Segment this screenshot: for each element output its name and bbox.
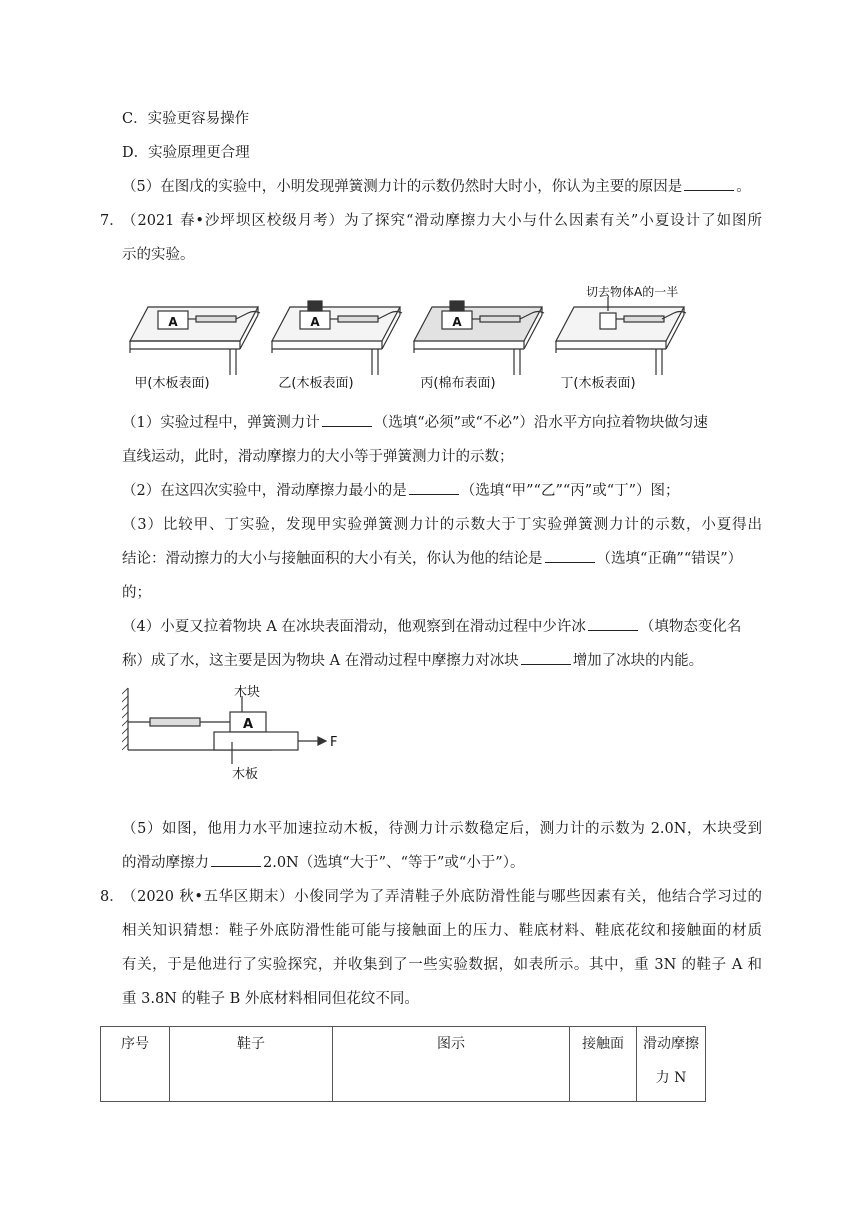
wood-board-label: 木板 [232, 767, 259, 782]
wood-block-label: 木块 [234, 685, 261, 700]
option-d: D．实验原理更合理 [122, 145, 250, 161]
caption-bing: 丙(棉布表面) [420, 376, 496, 391]
table-header-cell: 接触面 [570, 1027, 637, 1102]
answer-blank [322, 412, 372, 427]
q7-part2 [122, 480, 680, 502]
caption-yi: 乙(木板表面) [278, 376, 354, 391]
q7-part1-post: （选填“必须”或“不必”）沿水平方向拉着物块做匀速 [373, 415, 708, 431]
option-c: C．实验更容易操作 [122, 111, 250, 127]
table-header-cell: 图示 [333, 1027, 570, 1102]
q7-part2-post: （选填“甲”“乙”“丙”或“丁”）图； [460, 483, 680, 499]
q7-part3-line1: （3）比较甲、丁实验，发现甲实验弹簧测力计的示数大于丁实验弹簧测力计的示数，小夏得出 [122, 517, 762, 533]
block-a-label: A [452, 315, 462, 329]
data-table [100, 1026, 706, 1102]
q7-part4-l2-pre: 称）成了水，这主要是因为物块 A 在滑动过程中摩擦力对冰块 [122, 653, 519, 669]
question-number: 8． [100, 889, 124, 905]
q8-line1: （2020 秋•五华区期末）小俊同学为了弄清鞋子外底防滑性能与哪些因素有关，他结合学习过的 [122, 889, 762, 905]
answer-blank [684, 176, 734, 191]
q7-part4-l2-post: 增加了冰块的内能。 [572, 653, 704, 669]
q6-part5-end: 。 [736, 179, 751, 195]
q7-part1-line1 [122, 412, 708, 434]
board-pull-figure [122, 684, 342, 782]
q7-part3-post: （选填“正确”“错误”） [596, 551, 743, 567]
q8-line3: 有关，于是他进行了实验探究，并收集到了一些实验数据，如表所示。其中，重 3N 的鞋子 A 和 [122, 957, 762, 973]
answer-blank [211, 852, 261, 867]
table-header-cell: 滑动摩擦力 N [637, 1027, 706, 1102]
q7-part4-pre: （4）小夏又拉着物块 A 在冰块表面滑动，他观察到在滑动过程中少许冰 [122, 619, 586, 635]
q6-part5 [122, 176, 751, 198]
q7-part2-pre: （2）在这四次实验中，滑动摩擦力最小的是 [122, 483, 407, 499]
question-number: 7． [100, 213, 124, 229]
answer-blank [588, 616, 638, 631]
q7-part5-pre: 的滑动摩擦力 [122, 855, 209, 871]
caption-jia: 甲(木板表面) [134, 376, 210, 391]
answer-blank [545, 548, 595, 563]
block-a-label: A [242, 717, 254, 732]
q7-part4-line1 [122, 616, 741, 638]
experiment-figure [122, 283, 762, 391]
q7-part1-pre: （1）实验过程中，弹簧测力计 [122, 415, 320, 431]
table-header-cell: 序号 [101, 1027, 170, 1102]
table-header-row [101, 1027, 706, 1102]
q7-part5-post: 2.0N（选填“大于”、“等于”或“小于”）。 [263, 855, 525, 871]
q7-part3-line2 [122, 548, 742, 570]
block-a-label: A [310, 315, 320, 329]
q7-part3-line3: 的； [122, 585, 151, 601]
answer-blank [521, 650, 571, 665]
cut-half-label: 切去物体A的一半 [586, 285, 679, 299]
q7-intro-line2: 示的实验。 [122, 247, 195, 263]
q7-intro-line1: （2021 春•沙坪坝区校级月考）为了探究“滑动摩擦力大小与什么因素有关”小夏设计了如图所 [122, 213, 762, 229]
q7-part5-line1: （5）如图，他用力水平加速拉动木板，待测力计示数稳定后，测力计的示数为 2.0N，木块受到 [122, 821, 762, 837]
q7-part1-line2: 直线运动，此时，滑动摩擦力的大小等于弹簧测力计的示数； [122, 449, 514, 465]
block-a-label: A [168, 315, 178, 329]
q8-line4: 重 3.8N 的鞋子 B 外底材料相同但花纹不同。 [122, 991, 419, 1007]
q6-part5-text: （5）在图戊的实验中，小明发现弹簧测力计的示数仍然时大时小，你认为主要的原因是 [122, 179, 683, 195]
table-header-cell: 鞋子 [170, 1027, 333, 1102]
force-f-label: F [330, 735, 338, 750]
q7-part5-line2 [122, 852, 524, 874]
q8-line2: 相关知识猜想：鞋子外底防滑性能可能与接触面上的压力、鞋底材料、鞋底花纹和接触面的材质 [122, 923, 762, 939]
q7-part4-line2 [122, 650, 703, 672]
caption-ding: 丁(木板表面) [560, 376, 636, 391]
q7-part4-post: （填物态变化名 [639, 619, 742, 635]
q7-part3-pre: 结论：滑动擦力的大小与接触面积的大小有关，你认为他的结论是 [122, 551, 543, 567]
answer-blank [409, 480, 459, 495]
